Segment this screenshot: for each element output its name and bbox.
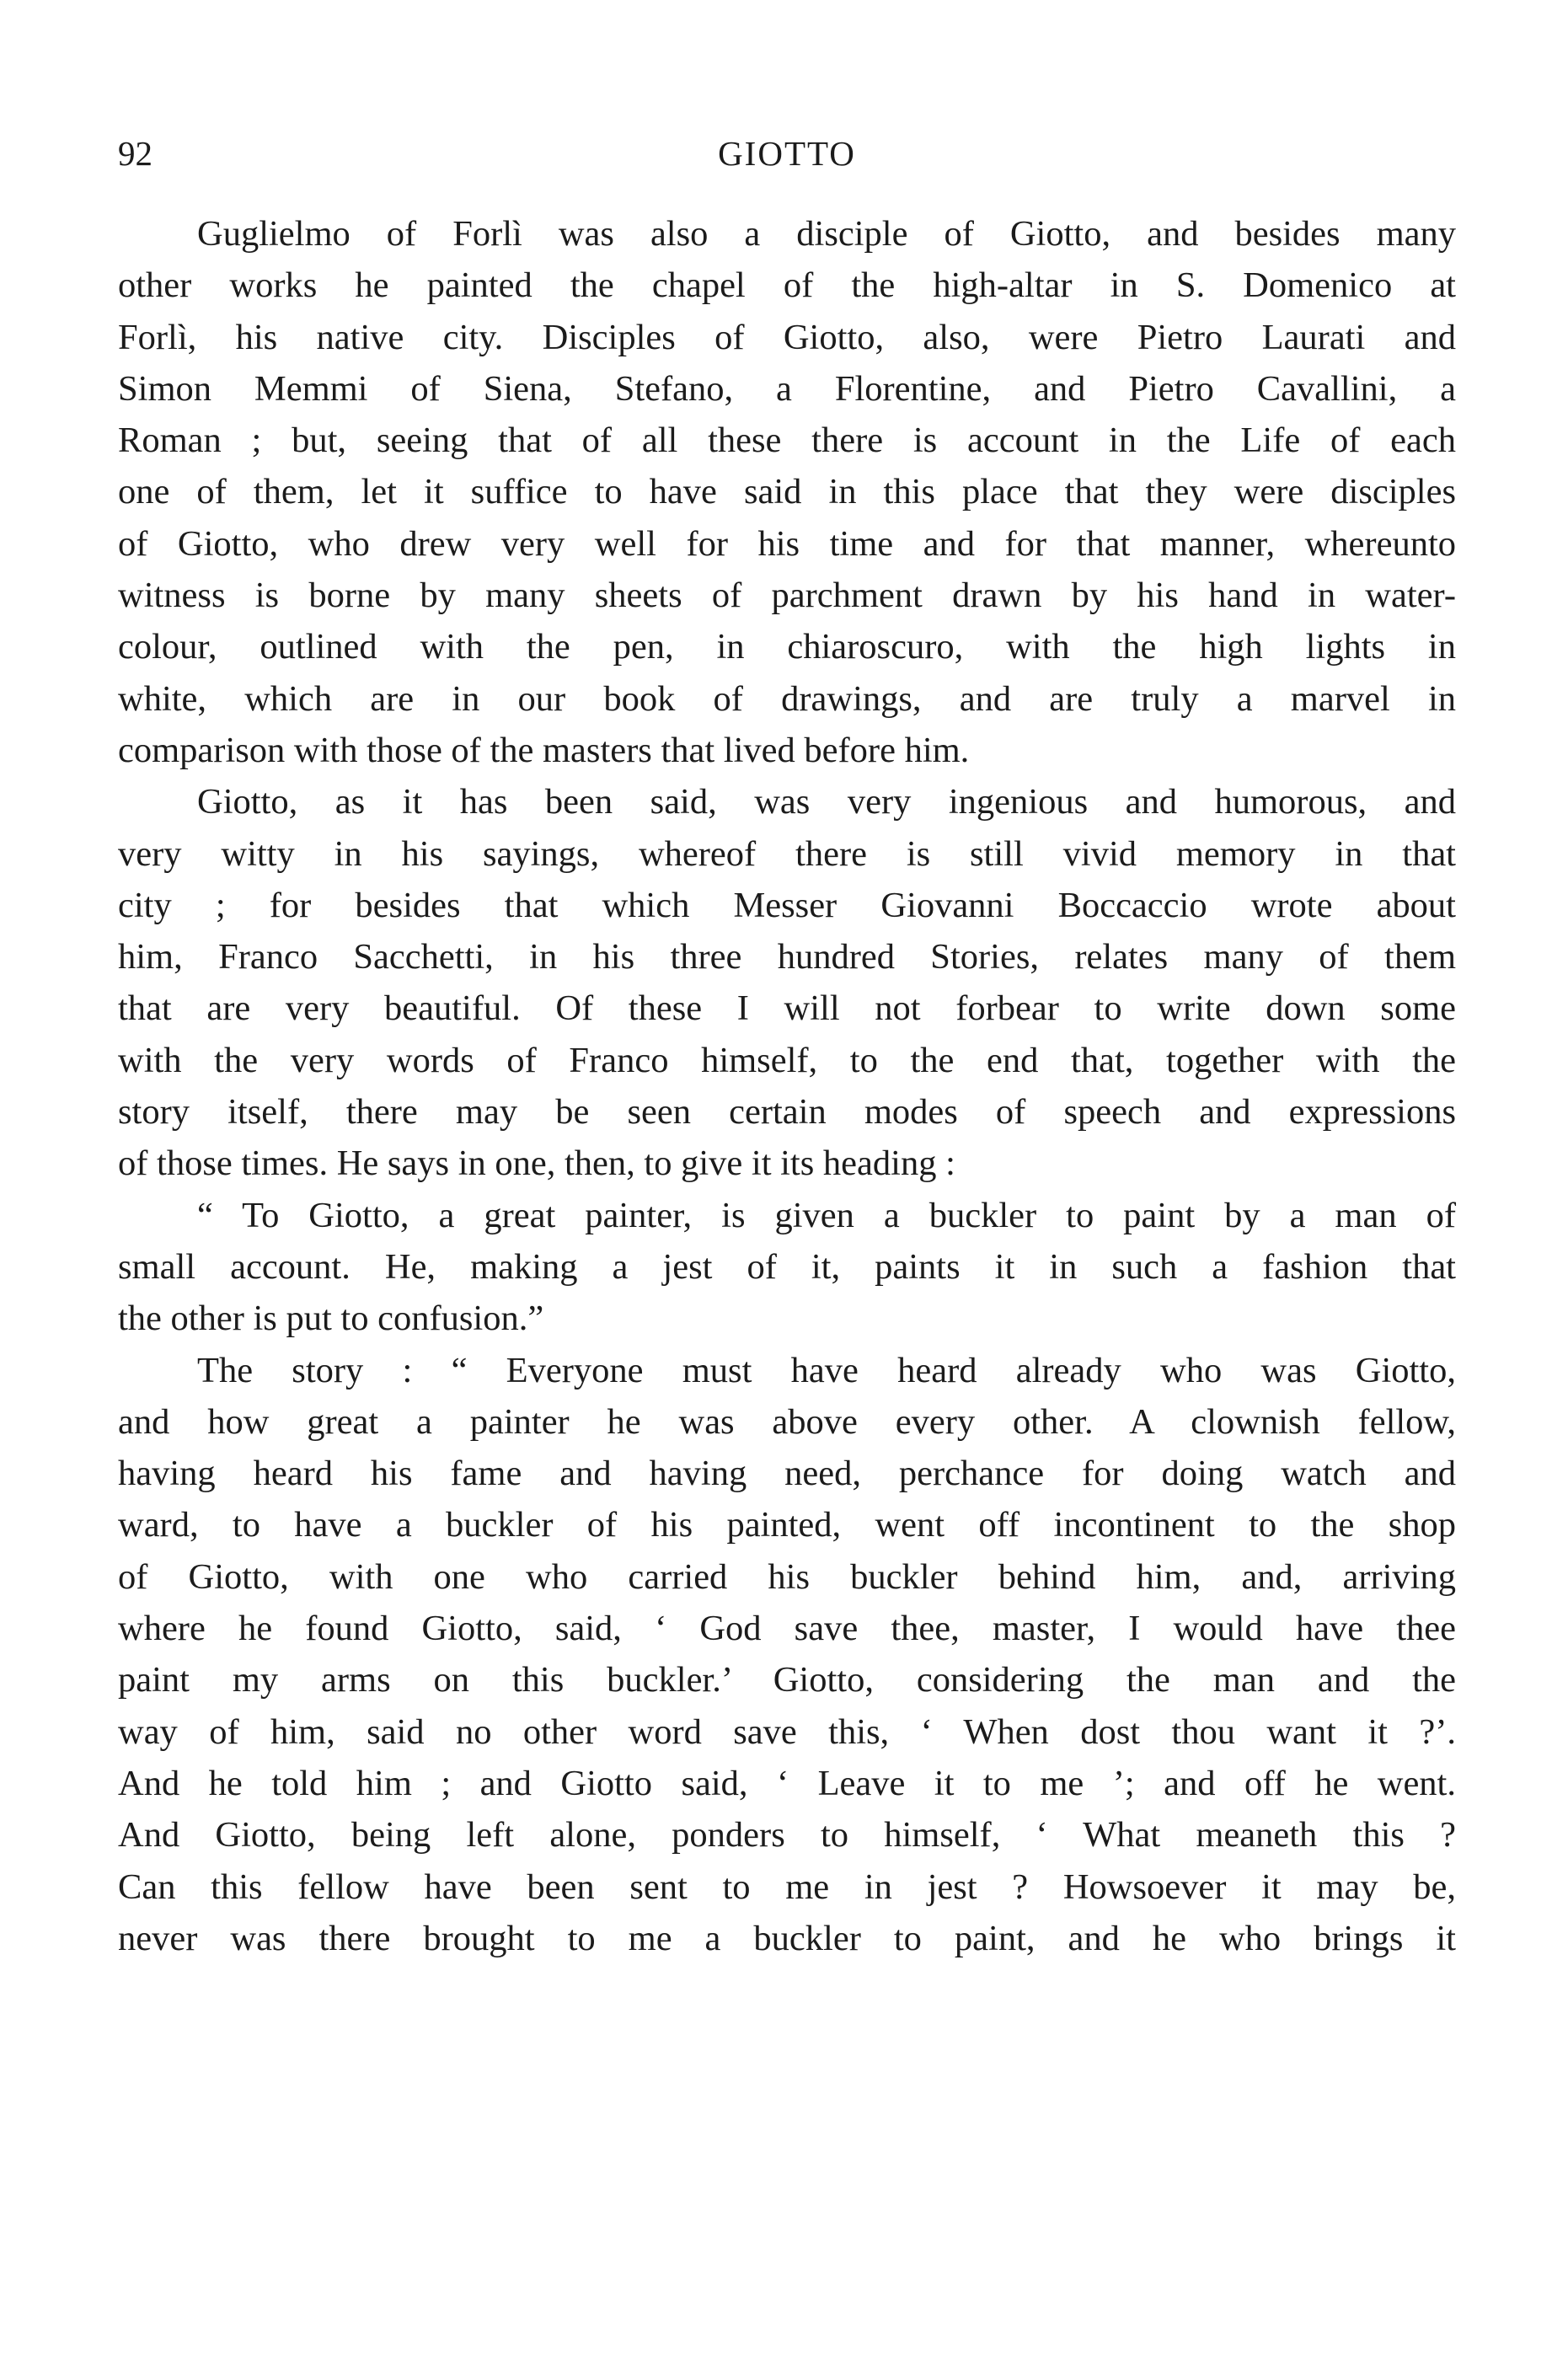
text-line: very witty in his sayings, whereof there is still vivid memory in that [118,833,1456,874]
text-line: of those times. He says in one, then, to give it its heading : [118,1143,955,1184]
text-line: The story : “ Everyone must have heard already who was Giotto, [197,1350,1456,1390]
text-line: Forlì, his native city. Disciples of Giotto, also, were Pietro Laurati and [118,317,1456,357]
text-line: And Giotto, being left alone, ponders to himself, ‘ What meaneth this ? [118,1815,1456,1856]
text-line: “ To Giotto, a great painter, is given a buckler to paint by a man of [197,1195,1456,1235]
text-line: other works he painted the chapel of the high-altar in S. Domenico at [118,265,1456,306]
running-head [118,128,1456,179]
text-line: Roman ; but, seeing that of all these there is account in the Life of each [118,420,1456,461]
body-text [118,208,1456,1964]
text-line: city ; for besides that which Messer Giovanni Boccaccio wrote about [118,885,1456,925]
text-line: witness is borne by many sheets of parchment drawn by his hand in water- [118,576,1456,616]
text-line: him, Franco Sacchetti, in his three hundred Stories, relates many of them [118,937,1456,977]
text-line: paint my arms on this buckler.’ Giotto, considering the man and the [118,1660,1456,1700]
text-line: story itself, there may be seen certain modes of speech and expressions [118,1092,1456,1133]
text-line: Guglielmo of Forlì was also a disciple of Giotto, and besides many [197,214,1456,254]
text-line: way of him, said no other word save this, ‘ When dost thou want it ?’. [118,1711,1456,1752]
text-line: and how great a painter he was above every other. A clownish fellow, [118,1401,1456,1442]
text-line: having heard his fame and having need, perchance for doing watch and [118,1454,1456,1494]
text-line: comparison with those of the masters that lived before him. [118,730,970,770]
text-line: with the very words of Franco himself, to the end that, together with the [118,1040,1456,1080]
text-line: small account. He, making a jest of it, paints it in such a fashion that [118,1246,1456,1287]
text-line: Giotto, as it has been said, was very ingenious and humorous, and [197,782,1456,822]
text-line: of Giotto, with one who carried his buckler behind him, and, arriving [118,1556,1456,1597]
text-line: Can this fellow have been sent to me in jest ? Howsoever it may be, [118,1866,1456,1907]
text-line: the other is put to confusion.” [118,1299,544,1339]
text-line: ward, to have a buckler of his painted, went off incontinent to the shop [118,1505,1456,1545]
text-line: And he told him ; and Giotto said, ‘ Leave it to me ’; and off he went. [118,1763,1456,1803]
text-line: that are very beautiful. Of these I will not forbear to write down some [118,988,1456,1029]
text-line: white, which are in our book of drawings, and are truly a marvel in [118,678,1456,719]
text-line: colour, outlined with the pen, in chiaroscuro, with the high lights in [118,627,1456,667]
running-title: GIOTTO [718,134,856,173]
text-line: where he found Giotto, said, ‘ God save thee, master, I would have thee [118,1609,1456,1649]
text-line: of Giotto, who drew very well for his time and for that manner, whereunto [118,523,1456,564]
text-line: never was there brought to me a buckler to paint, and he who brings it [118,1918,1456,1958]
text-line: one of them, let it suffice to have said in this place that they were disciples [118,472,1456,512]
text-line: Simon Memmi of Siena, Stefano, a Florentine, and Pietro Cavallini, a [118,368,1456,409]
page-number: 92 [118,134,153,173]
